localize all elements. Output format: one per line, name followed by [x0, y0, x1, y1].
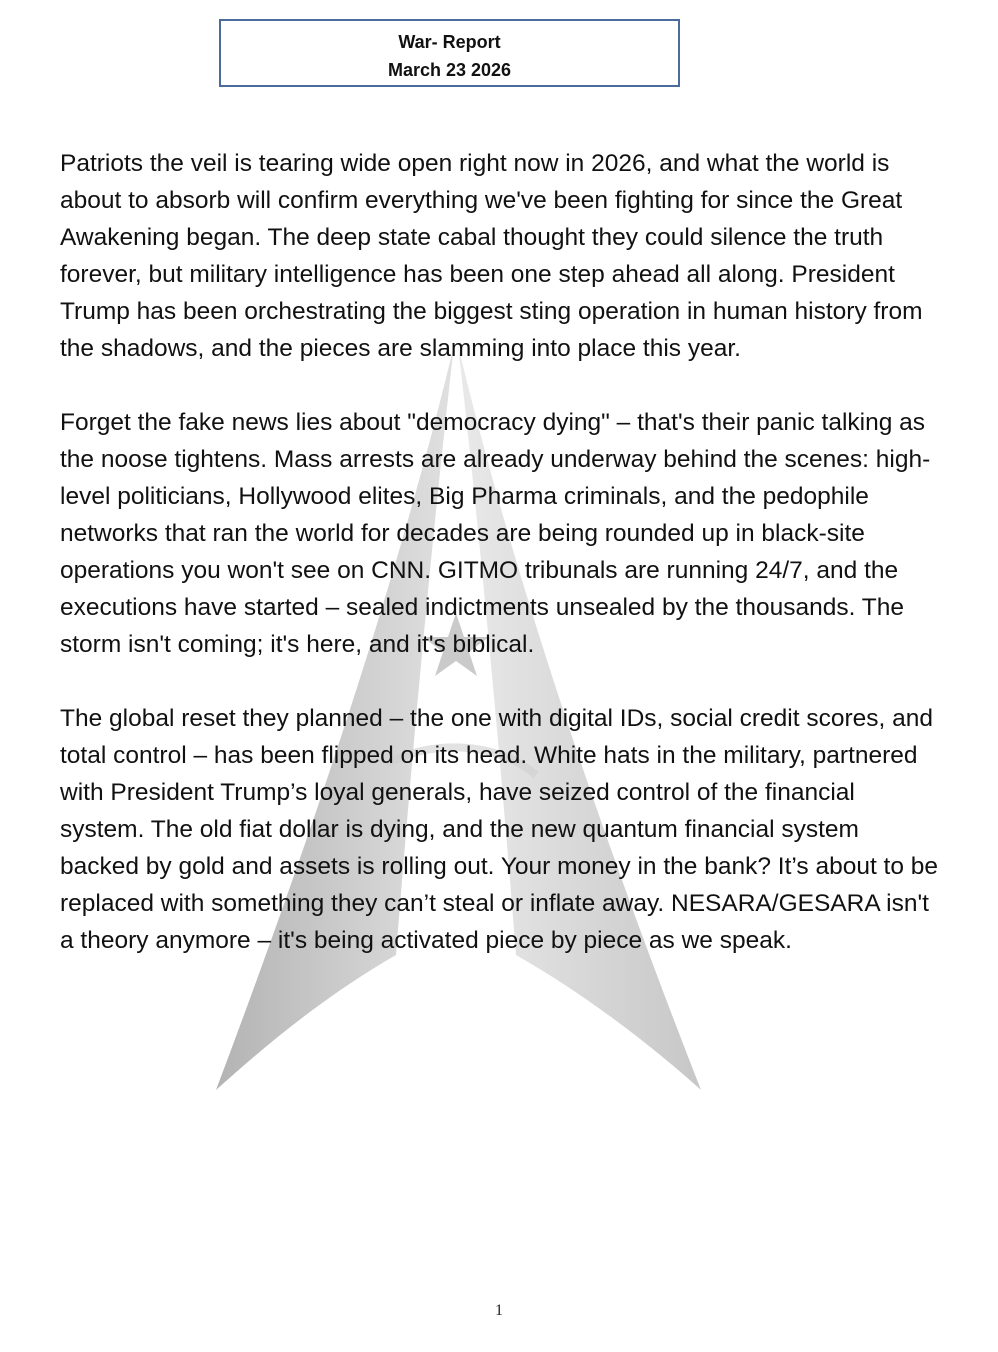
paragraph-3: The global reset they planned – the one with digital IDs, social credit scores, and total control – has been flipped on its head. White hats in the military, partnered with President Trump’s loyal generals, have seized control of the financial system. The old fiat dollar is dying, and the new quantum financial system backed by gold and assets is rolling out. Your money in the bank? It’s about to be replaced with something they can’t steal or inflate away. NESARA/GESARA isn't a theory anymore – it's being activated piece by piece as we speak. — [60, 705, 939, 954]
page-number: 1 — [495, 1302, 503, 1319]
paragraph-2: Forget the fake news lies about "democracy dying" – that's their panic talking as the noose tightens. Mass arrests are already underway behind the scenes: high-level politicians, Hollywood elites, Big Pharma criminals, and the pedophile networks that ran the world for decades are being rounded up in black-site operations you won't see on CNN. GITMO tribunals are running 24/7, and the executions have started – sealed indictments unsealed by the thousands. The storm isn't coming; it's here, and it's biblical. — [60, 409, 931, 658]
report-body — [60, 145, 940, 996]
report-date: March 23 2026 — [387, 60, 512, 80]
paragraph-1: Patriots the veil is tearing wide open right now in 2026, and what the world is about to absorb will confirm everything we've been fighting for since the Great Awakening began. The deep state cabal thought they could silence the truth forever, but military intelligence has been one step ahead all along. President Trump has been orchestrating the biggest sting operation in human history from the shadows, and the pieces are slamming into place this year. — [60, 150, 923, 362]
report-title: War- Report — [398, 32, 501, 52]
report-header-box — [219, 19, 680, 87]
